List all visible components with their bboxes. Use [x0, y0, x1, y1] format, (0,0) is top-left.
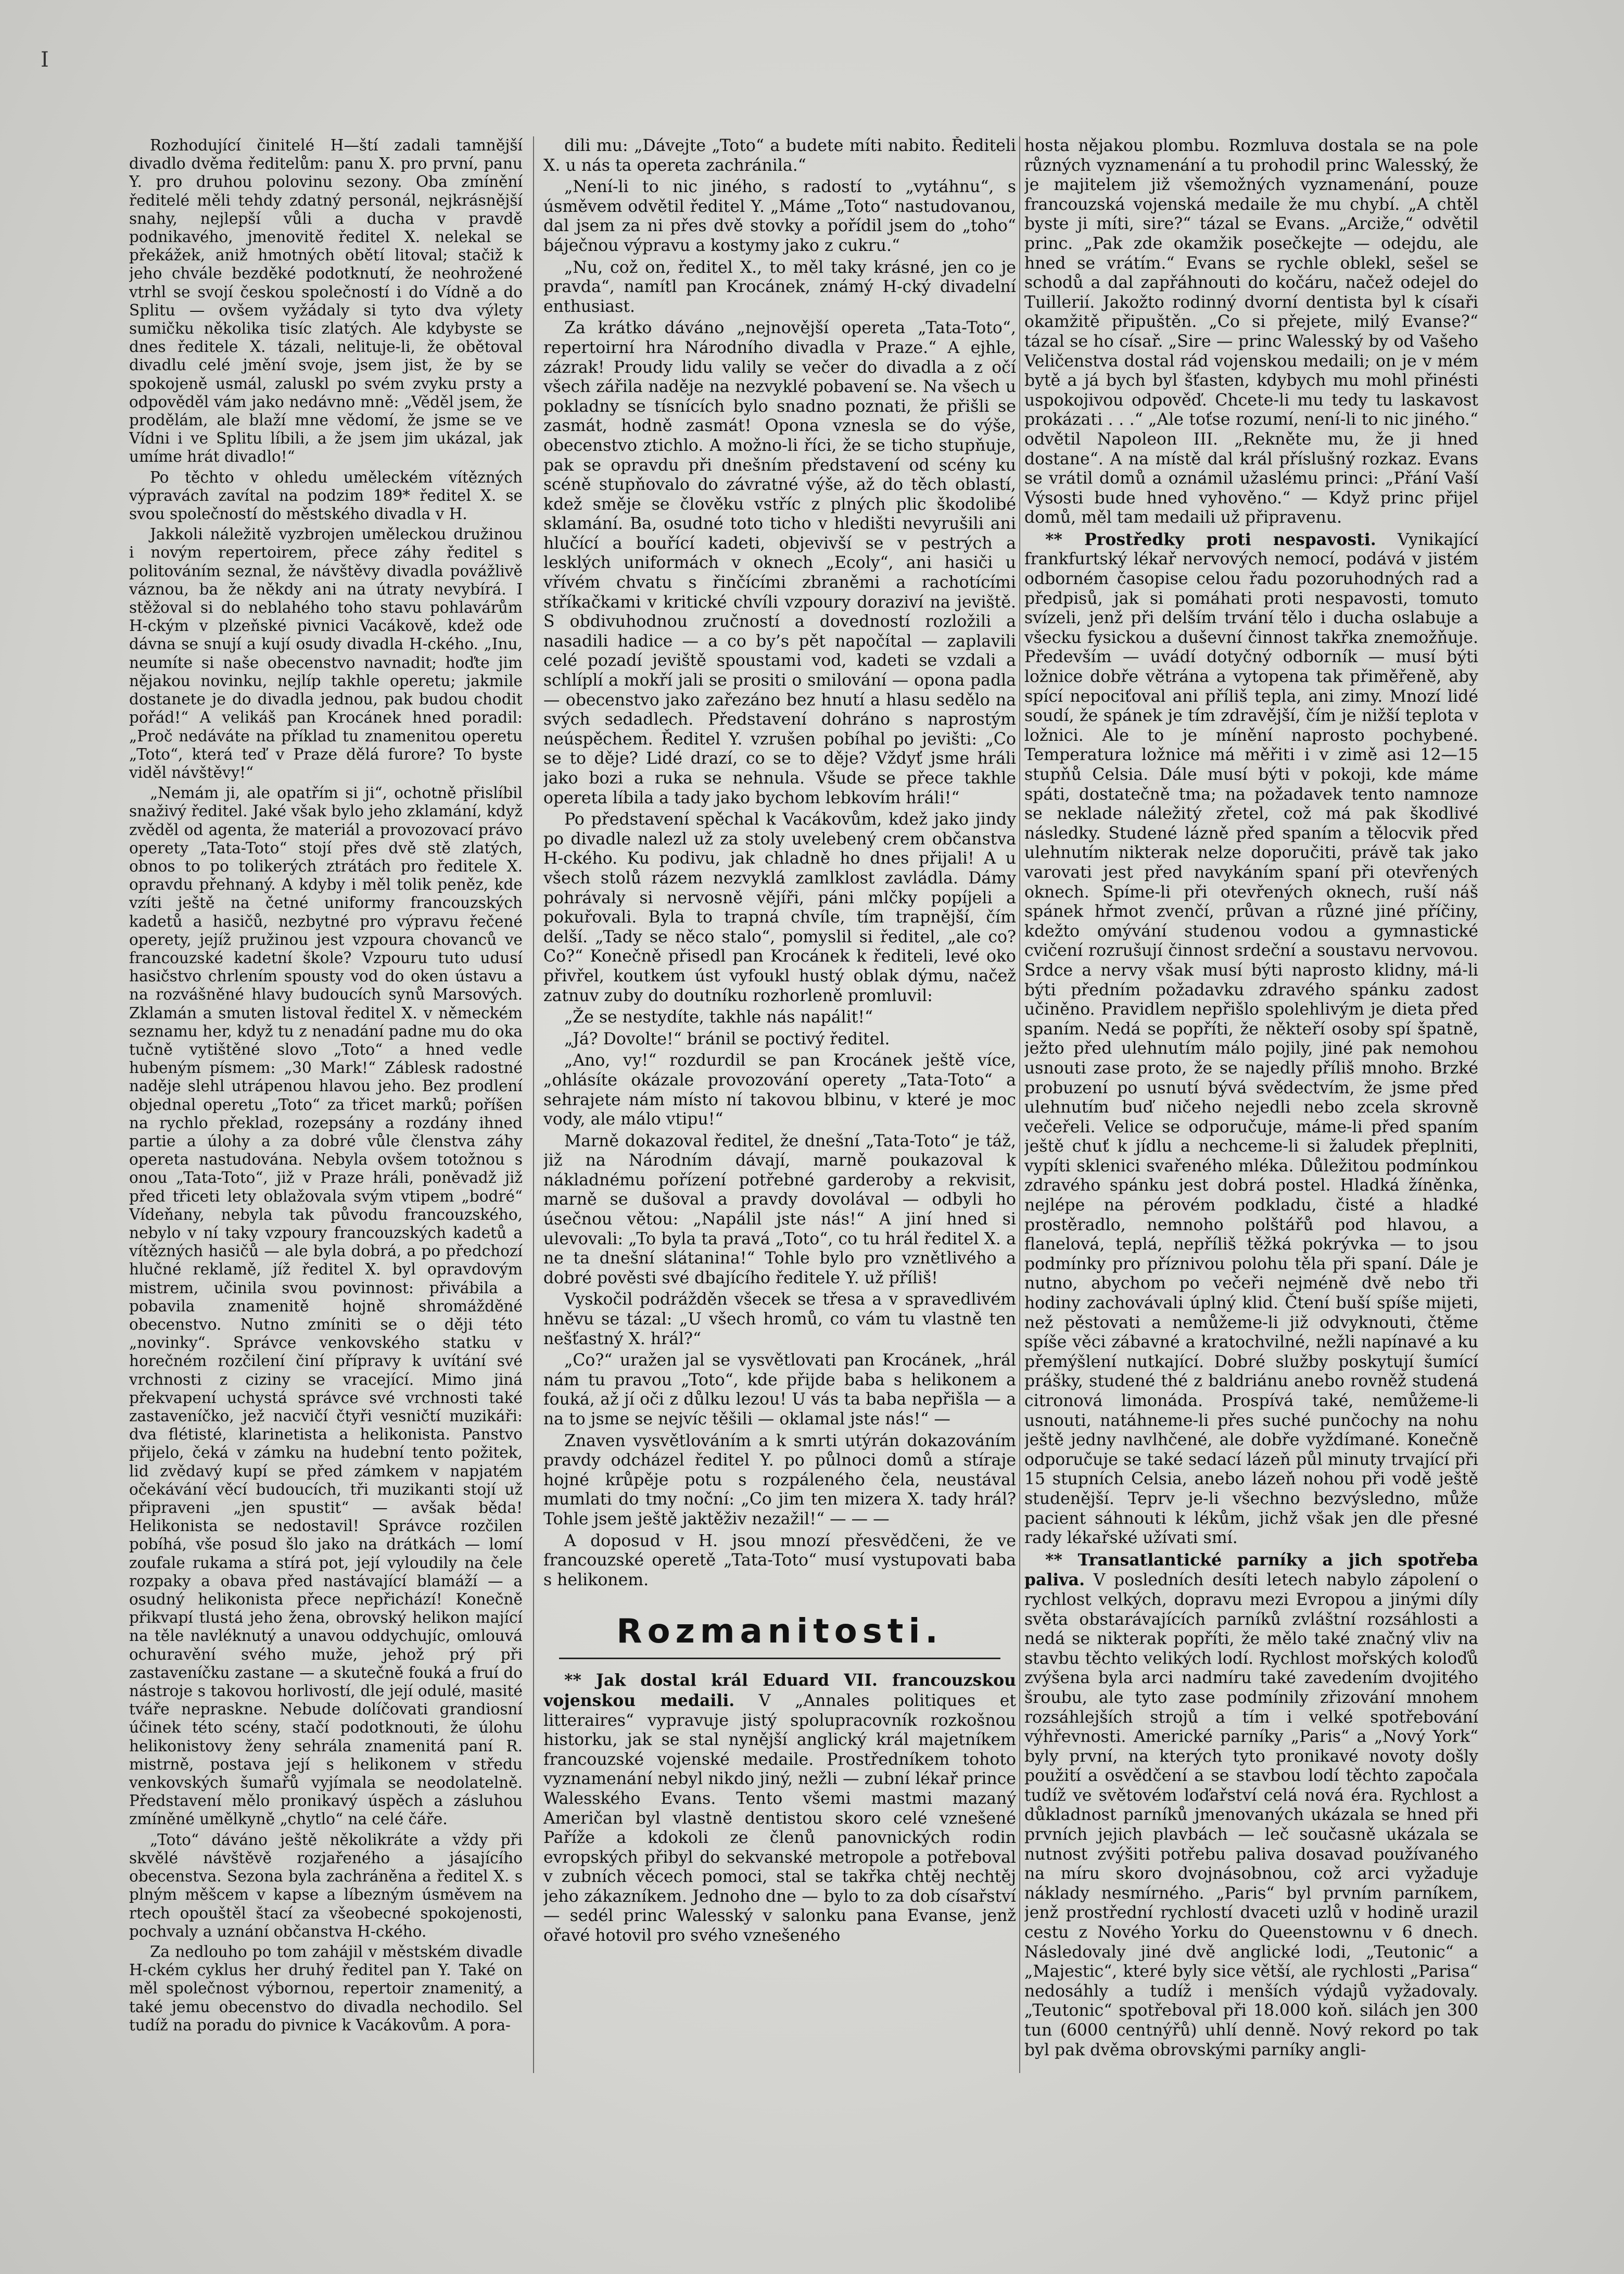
paragraph: Marně dokazoval ředitel, že dnešní „Tata-Toto“ je táž, již na Národním dávají, marně poukazoval k nákladnému pořízení potřebné garderoby a rekvisit, marně se dušoval a pravdy dovolával — odbyli ho úsečnou větou: „Napálil jste nás!“ A jiní hned si ulevovali: „To byla ta pravá „Toto“, co tu hrál ředitel X. a ne ta dnešní slátanina!“ Tohle bylo pro vznětlivého a dobré pověsti své dbajícího ředitele Y. už příliš! [543, 1131, 1016, 1287]
article-paragraph [1024, 1550, 1478, 2060]
paragraph: „Nu, což on, ředitel X., to měl taky krásné, jen co je pravda“, namítl pan Krocánek, známý H-cký divadelní enthusiast. [543, 258, 1016, 316]
paragraph: „Co?“ uražen jal se vysvětlovati pan Krocánek, „hrál nám tu pravou „Toto“, kde přijde baba s helikonem a fouká, až jí oči z důlku lezou! U vás ta baba nepřišla — a na to jsme se nejvíc těšili — oklamal jste nás!“ — [543, 1351, 1016, 1429]
edge-mark: I [41, 48, 49, 72]
article-text: V posledních desíti letech nabylo zápolení o rychlost velkých, dopravu mezi Evropou a jinými díly světa obstarávajících parníků zvláštní rozsáhlosti a nedá se nikterak popříti, že mělo také značný vliv na stavbu těchto velikých lodí. Rychlost mořských koloďů zvýšena byla arci nadmíru také zavedením dvojitého šroubu, ale tyto zase podmínily zřizování mnohem rozsáhlejších strojů a tím i velké spotřebování výhřevnosti. Americké parníky „Paris“ a „Nový York“ byly první, na kterých tyto pronikavé novoty došly použití a osvědčení a se stavbou lodí těchto započala tudíž ve světovém loďařství celá nová éra. Rychlost a důkladnost parníků jmenovaných ukázala se hned při prvních jejich plavbách — leč současně ukázala se nutnost zvýšiti potřebu paliva dosavad používaného na míru skoro dvojnásobnou, což arci vyžaduje náklady nesmírného. „Paris“ byl prvním parníkem, jenž prostřední rychlostí dvaceti uzlů v hodině urazil cestu z Nového Yorku do Queenstownu v 6 dnech. Následovaly jiné dvě anglické lodi, „Teutonic“ a „Majestic“, které byly sice větší, ale rychlosti „Parisa“ nedosáhly a tudíž i menších výdajů vyžadovaly. „Teutonic“ spotřeboval při 18.000 koň. silách jen 300 tun (6000 centnýřů) uhlí denně. Nový rekord po tak byl pak dvěma obrovskými parníky angli- [1024, 1571, 1478, 2060]
paragraph: Po těchto v ohledu uměleckém vítězných výpravách zavítal na podzim 189* ředitel X. se svou společností do městského divadla v H. [129, 468, 523, 523]
paragraph: „Toto“ dáváno ještě několikráte a vždy při skvělé návštěvě rozjařeného a jásajícího obecenstva. Sezona byla zachráněna a ředitel X. s plným měšcem v kapse a líbezným úsměvem na rtech opouštěl štací za všeobecné spokojenosti, pochvaly a uznání občanstva H-ckého. [129, 1830, 523, 1940]
article-text: V „Annales politiques et litteraires“ vypravuje jistý spolupracovník rozkošnou historku, jak se stal nynější anglický král majetníkem francouzské vojenské medaile. Prostředníkem tohoto vyznamenání nebyl nikdo jiný, nežli — zubní lékař prince Walesského Evans. Tento všemi mastmi mazaný Američan byl vlastně dentistou skoro celé vznešené Paříže a kdokoli ze členů panovnických rodin evropských přibyl do sekvanské metropole a potřeboval v zubních věcech pomoci, stal se takřka chtěj nechtěj jeho zákazníkem. Jednoho dne — bylo to za dob císařství — sedél princ Walesský v salonku pana Evanse, jenž ořavé hotovil pro svého vznešeného [543, 1691, 1016, 1945]
article-subheading: ** Jak dostal král Eduard VII. francouzskou vojenskou medaili. [543, 1671, 1016, 1710]
paragraph: Jakkoli náležitě vyzbrojen uměleckou družinou i novým repertoirem, přece záhy ředitel s politováním seznal, že návštěvy divadla povážlivě váznou, ba že někdy ani na útraty nevybírá. I stěžoval si do neblahého toho stavu pohlavárům H-ckým v plzeňské pivnici Vacákově, kdež ode dávna se snují a kují osudy divadla H-ckého. „Inu, neumíte si naše obecenstvo navnadit; hoďte jim nějakou novinku, nejlíp takhle operetu; jakmile dostanete je do divadla jednou, pak budou chodit pořád!“ A velikáš pan Krocánek hned poradil: „Proč nedáváte na příklad tu znamenitou operetu „Toto“, která teď v Praze dělá furore? To byste viděl návštěvy!“ [129, 525, 523, 781]
column-2 [543, 136, 1016, 2073]
article-paragraph [1024, 530, 1478, 1548]
article-text: Vynikající frankfurtský lékař nervových nemocí, podává v jistém odborném časopise celou řadu pozoruhodných rad a předpisů, jak si pomáhati proti nespavosti, tomuto svízeli, jenž při delším trvání tělo i ducha oslabuje a všecku fysickou a duševní činnost takřka znemožňuje. Především — uvádí dotyčný odborník — musí býti ložnice dobře větrána a vytopena tak přiměřeně, aby spící nepociťoval ani příliš tepla, ani zimy. Mnozí lidé soudí, že spánek je tím zdravější, čím je nižší teplota v ložnici. Ale to je mínění naprosto pochybené. Temperatura ložnice má měřiti i v zimě asi 12—15 stupňů Celsia. Dále musí býti v pokoji, kde máme spáti, dostatečně tma; na požadavek tento namnoze se neklade náležitý zřetel, což má pak škodlivé následky. Studené lázně před spaním a tělocvik před ulehnutím nikterak nelze doporučiti, právě tak jako varovati jest před navykáním spaní při otevřených oknech. Spíme-li při otevřených oknech, ruší náš spánek hřmot zvenčí, průvan a různé jiné příčiny, kdežto omývání studenou vodou a gymnastické cvičení rozrušují činnost srdeční a soustavu nervovou. Srdce a nervy však musí býti naprosto klidny, má-li býti předním požadavku zdravého spánku zadost učiněno. Pravidlem nepřišlo spolehlivým je dieta před spaním. Nedá se popříti, že někteří osoby spí špatně, ježto před ulehnutím málo pojily, jiné pak nemohou usnouti zase proto, že se najedly příliš mnoho. Brzké probuzení po usnutí bývá svědectvím, že jsme před ulehnutím buď ničeho nejedli nebo zcela skrovně večeřeli. Velice se odporučuje, máme-li před spaním ještě chuť k jídlu a nechceme-li si žaludek přeplniti, vypíti sklenici svařeného mléka. Důležitou podmínkou zdravého spánku jest dobrá postel. Hladká žíněnka, nejlépe na pérovém podkladu, čisté a hladké prostěradlo, nemnoho polštářů pod hlavou, a flanelová, teplá, nepříliš těžká pokrývka — to jsou podmínky pro příznivou polohu těla při spaní. Dále je nutno, abychom po večeři nejméně dvě nebo tři hodiny zachovávali úplný klid. Čtení buší spíše mijeti, než pěstovati a nemůžeme-li již odvyknouti, čtěme spíše věci zábavné a kratochvilné, nežli napínavé a ku přemýšlení nutkající. Dobré služby poskytují šumící prášky, studené thé z baldriánu anebo rovněž studená citronová limonáda. Prospívá také, nemůžeme-li usnouti, natáhneme-li přes suché punčochy na nohu ještě jedny navlhčené, ale dobře vyždímané. Konečně odporučuje se také sedací lázeň půl minuty trvající při 15 stupních Celsia, anebo lázeň nohou při vodě ještě studenější. Teprv je-li všechno bezvýsledno, může pacient sáhnouti k lékům, jichž však jen dle přesné rady lékařské užívati smí. [1024, 530, 1478, 1548]
section-heading: Rozmanitosti. [616, 1612, 943, 1651]
paragraph: „Nemám ji, ale opatřím si ji“, ochotně přislíbil snaživý ředitel. Jaké však bylo jeho zklamání, když zvěděl od agenta, že materiál a provozovací právo operety „Tata-Toto“ stojí přes dvě stě zlatých, obnos to po tolikerých ztrátách pro ředitele X. opravdu přehnaný. A kdyby i měl tolik peněz, kde vzíti ještě na četné uniformy francouzských kadetů a hasičů, nezbytné pro výpravu řečené operety, jejíž pružinou jest vzpoura chovanců ve francouzské kadetní škole? Vzpouru tuto udusí hasičstvo chrlením spousty vod do oken ústavu a na rozvášněné hlavy budoucích synů Marsových. Zklamán a smuten listoval ředitel X. v německém seznamu her, když tu z nenadání padne mu do oka tučně vytištěné slovo „Toto“ a hned vedle hubeným písmem: „30 Mark!“ Záblesk radostné naděje slehl utrápenou hlavou jeho. Bez prodlení objednal operetu „Toto“ za třicet marků; poříšen na rychlo překlad, rozepsány a rozdány ihned partie a úlohy a za dobré vůle členstva záhy opereta nastudována. Nebyla ovšem totožnou s onou „Tata-Toto“, již v Praze hráli, poněvadž již před třiceti lety oblažovala svým vtipem „bodré“ Vídeňany, nebyla tak původu francouzského, nebylo v ní taky vzpoury francouzských kadetů a vítězných hasičů — ale byla dobrá, a po předchozí hlučné reklamě, jíž ředitel X. byl opravdovým mistrem, učinila svou povinnost: přivábila a pobavila znamenitě hojně shromážděné obecenstvo. Nutno zmíniti se o ději této „novinky“. Správce venkovského statku v horečném rozčilení činí přípravy k uvítání své vrchnosti z ciziny se vracející. Mimo jiná překvapení uchystá správce své vrchnosti také zastaveníčko, jež nacvičí čtyři vesničtí muzikáři: dva flétisté, klarinetista a helikonista. Panstvo přijelo, čeká v zámku na hudební tento požitek, lid zvědavý kupí se před zámkem v napjatém očekávání věcí budoucích, tři muzikanti stojí už připraveni „jen spustit“ — avšak běda! Helikonista se nedostavil! Správce rozčilen pobíhá, vše posud šlo jako na drátkách — lomí zoufale rukama a stírá pot, její vyloudily na čele rozpaky a obava před nastávající blamáží — a osudný helikonista přece nepřichází! Konečně přikvapí tlustá jeho žena, obrovský helikon mající na těle navléknutý a unavou oddychujíc, omlouvá ochuravění svého muže, jehož prý při zastaveníčku zastane — a skutečně fouká a fruí do nástroje s takovou horlivostí, dle její odulé, masité tváře nepraskne. Nebude dolíčovati grandiosní účinek této scény, stačí podotknouti, že úlohu helikonistovy ženy sehrála znamenitá paní R. mistrně, postava její s helikonem v středu venkovských šumařů vyjímala se neodolatelně. Představení mělo pronikavý úspěch a zásluhou zmíněné umělkyně „chytlo“ na celé čáře. [129, 784, 523, 1828]
column-rule [1019, 136, 1020, 2073]
paragraph: „Není-li to nic jiného, s radostí to „vytáhnu“, s úsměvem odvětil ředitel Y. „Máme „Toto“ nastudovanou, dal jsem za ni přes dvě stovky a pořídil jsem do „toho“ báječnou výpravu a kostymy jako z cukru.“ [543, 178, 1016, 255]
paragraph: hosta nějakou plombu. Rozmluva dostala se na pole různých vyznamenání a tu prohodil princ Walesský, že je majitelem již všemožných vyznamenání, pouze francouzská vojenská medaile že mu chybí. „A chtěl byste ji míti, sire?“ tázal se Evans. „Arciže,“ odvětil princ. „Pak zde okamžik posečkejte — odejdu, ale hned se vrátím.“ Evans se rychle oblekl, sešel se schodů a dal zapřáhnouti do kočáru, načež odejel do Tuillerií. Jakožto rodinný dvorní dentista byl k císaři okamžitě připuštěn. „Co si přejete, milý Evanse?“ tázal se ho císař. „Sire — princ Walesský by od Vašeho Veličenstva dostal rád vojenskou medaili; on je v mém bytě a já bych byl šťasten, kdybych mu mohl přinésti uspokojivou odpověď. Chcete-li mu tedy tu laskavost prokázati . . .“ „Ale toťse rozumí, není-li to nic jiného.“ odvětil Napoleon III. „Rekněte mu, že ji hned dostane“. A na místě dal král příslušný rozkaz. Evans se vrátil domů a oznámil užaslému princi: „Přání Vaší Výsosti bude hned vyhověno.“ — Když princ přijel domů, měl tam medaili už připravenu. [1024, 136, 1478, 527]
paragraph: Za krátko dáváno „nejnovější opereta „Tata-Toto“, repertoirní hra Národního divadla v Praze.“ A ejhle, zázrak! Proudy lidu valily se večer do divadla a z očí všech zářila naděje na nezvyklé pobavení se. Na všech u pokladny se tísnících bylo snadno poznati, že přišli se zasmát, hodně zasmát! Opona vznesla se do výše, obecenstvo ztichlo. A možno-li říci, že se ticho stupňuje, pak se opravdu při dnešním představení od scény ku scéně stupňovalo do závratné výše, až do těch oblastí, kdež směje se člověku vstříc z plných plic škodolibé sklamání. Ba, osudné toto ticho v hledišti nevyrušili ani hlučící a bouřící kadeti, objevivší se v pestrých a lesklých uniformách v oknech „Ecoly“, ani hasiči u vřívém chvatu s řinčícími zbraněmi a rachotícími stříkačkami v kritické chvíli vzpoury doraziví na jeviště. S obdivuhodnou zručností a dovedností rozložili a nasadili hadice — a co by’s pět napočítal — zaplavili celé pozadí jeviště spoustami vod, kadeti se vzdali a schlíplí a mokří jali se prositi o smilování — opona padla — obecenstvo jako zařezáno bez hnutí a hlasu sedělo na svých sedadlech. Představení dohráno s naprostým neúspěchem. Ředitel Y. vzrušen pobíhal po jevišti: „Co se to děje? Lidé drazí, co se to děje? Vždyť jsme hráli jako bozi a ruka se nehnula. Všude se přece takhle opereta líbila a tady jako bychom lebkovím hráli!“ [543, 319, 1016, 807]
paragraph: Po představení spěchal k Vacákovům, kdež jako jindy po divadle nalezl už za stoly uvelebený crem občanstva H-ckého. Ku podivu, jak chladně ho dnes přijali! A u všech stolů rázem nezvyklá zamlklost zavládla. Dámy pohrávaly si nervosně vějíři, páni mlčky popíjeli a pokuřovali. Byla to trapná chvíle, tím trapnější, čím delší. „Tady se něco stalo“, pomyslil si ředitel, „ale co? Co?“ Konečně přisedl pan Krocánek k řediteli, levé oko přivřel, koutkem úst vyfoukl hustý oblak dýmu, načež zatnuv zuby do doutníku rozhorleně promluvil: [543, 810, 1016, 1005]
paragraph: „Že se nestydíte, takhle nás napálit!“ [564, 1008, 873, 1027]
paragraph: Vyskočil podrážděn všecek se třesa a v spravedlivém hněvu se tázal: „U všech hromů, co vám tu vlastně ten nešťastný X. hrál?“ [543, 1290, 1016, 1348]
article-subheading: ** Prostředky proti nespavosti. [1045, 529, 1376, 549]
heading-rule [559, 1658, 1000, 1659]
paragraph: dili mu: „Dávejte „Toto“ a budete míti nabito. Řediteli X. u nás ta opereta zachránila.“ [543, 136, 1016, 175]
column-rule [533, 136, 534, 2073]
paragraph: Za nedlouho po tom zahájil v městském divadle H-ckém cyklus her druhý ředitel pan Y. Také on měl společnost výbornou, repertoir znamenitý, a také jemu obecenstvo do divadla nechodilo. Sel tudíž na poradu do pivnice k Vacákovům. A pora- [129, 1942, 523, 2034]
paragraph: Znaven vysvětlováním a k smrti utýrán dokazováním pravdy odcházel ředitel Y. po půlnoci domů a stíraje hojné krůpěje potu s rozpáleného čela, neustával mumlati do tmy noční: „Co jim ten mizera X. tady hrál? Tohle jsem ještě jaktěživ nezažil!“ — — — [543, 1431, 1016, 1528]
column-3 [1024, 136, 1478, 2073]
paragraph: A doposud v H. jsou mnozí přesvědčeni, že ve francouzské operetě „Tata-Toto“ musí vystupovati baba s helikonem. [543, 1531, 1016, 1589]
article-paragraph [543, 1671, 1016, 1945]
column-1 [129, 136, 523, 2073]
paragraph: „Já? Dovolte!“ bránil se poctivý ředitel. [564, 1029, 890, 1048]
paragraph: „Ano, vy!“ rozdurdil se pan Krocánek ještě více, „ohlásíte okázale provozování operety „Tata-Toto“ a sehrajete nám místo ní takovou blbinu, v které je moc vody, ale málo vtipu!“ [543, 1051, 1016, 1129]
paragraph: Rozhodující činitelé H—ští zadali tamnější divadlo dvěma ředitelům: panu X. pro první, panu Y. pro druhou polovinu sezony. Oba zmínění ředitelé měli tehdy zdatný personál, nejkrásnější snahy, nejlepší vůli a ducha v pravdě podnikavého, jmenovitě ředitel X. nelekal se překážek, aniž hmotných obětí litoval; stačiž k jeho chvále bezděké podotknutí, že neohrožené vtrhl se svojí českou společností i do Vídně a do Splitu — ovšem vyžádaly si tyto dva výlety sumičku několika tisíc zlatých. Ale kdybyste se dnes ředitele X. tázali, nelituje-li, že obětoval divadlu celé jmění svoje, jsem jist, že by se spokojeně usmál, zaluskl po svém zvyku prsty a odpověděl vám jako nedávno mně: „Věděl jsem, že prodělám, ale blaží mne vědomí, že jsme se ve Vídni i ve Splitu líbili, a že jsem jim ukázal, jak umíme hrát divadlo!“ [129, 136, 523, 466]
article-subheading: ** Transatlantické parníky a jich spotřeba paliva. [1024, 1550, 1478, 1590]
